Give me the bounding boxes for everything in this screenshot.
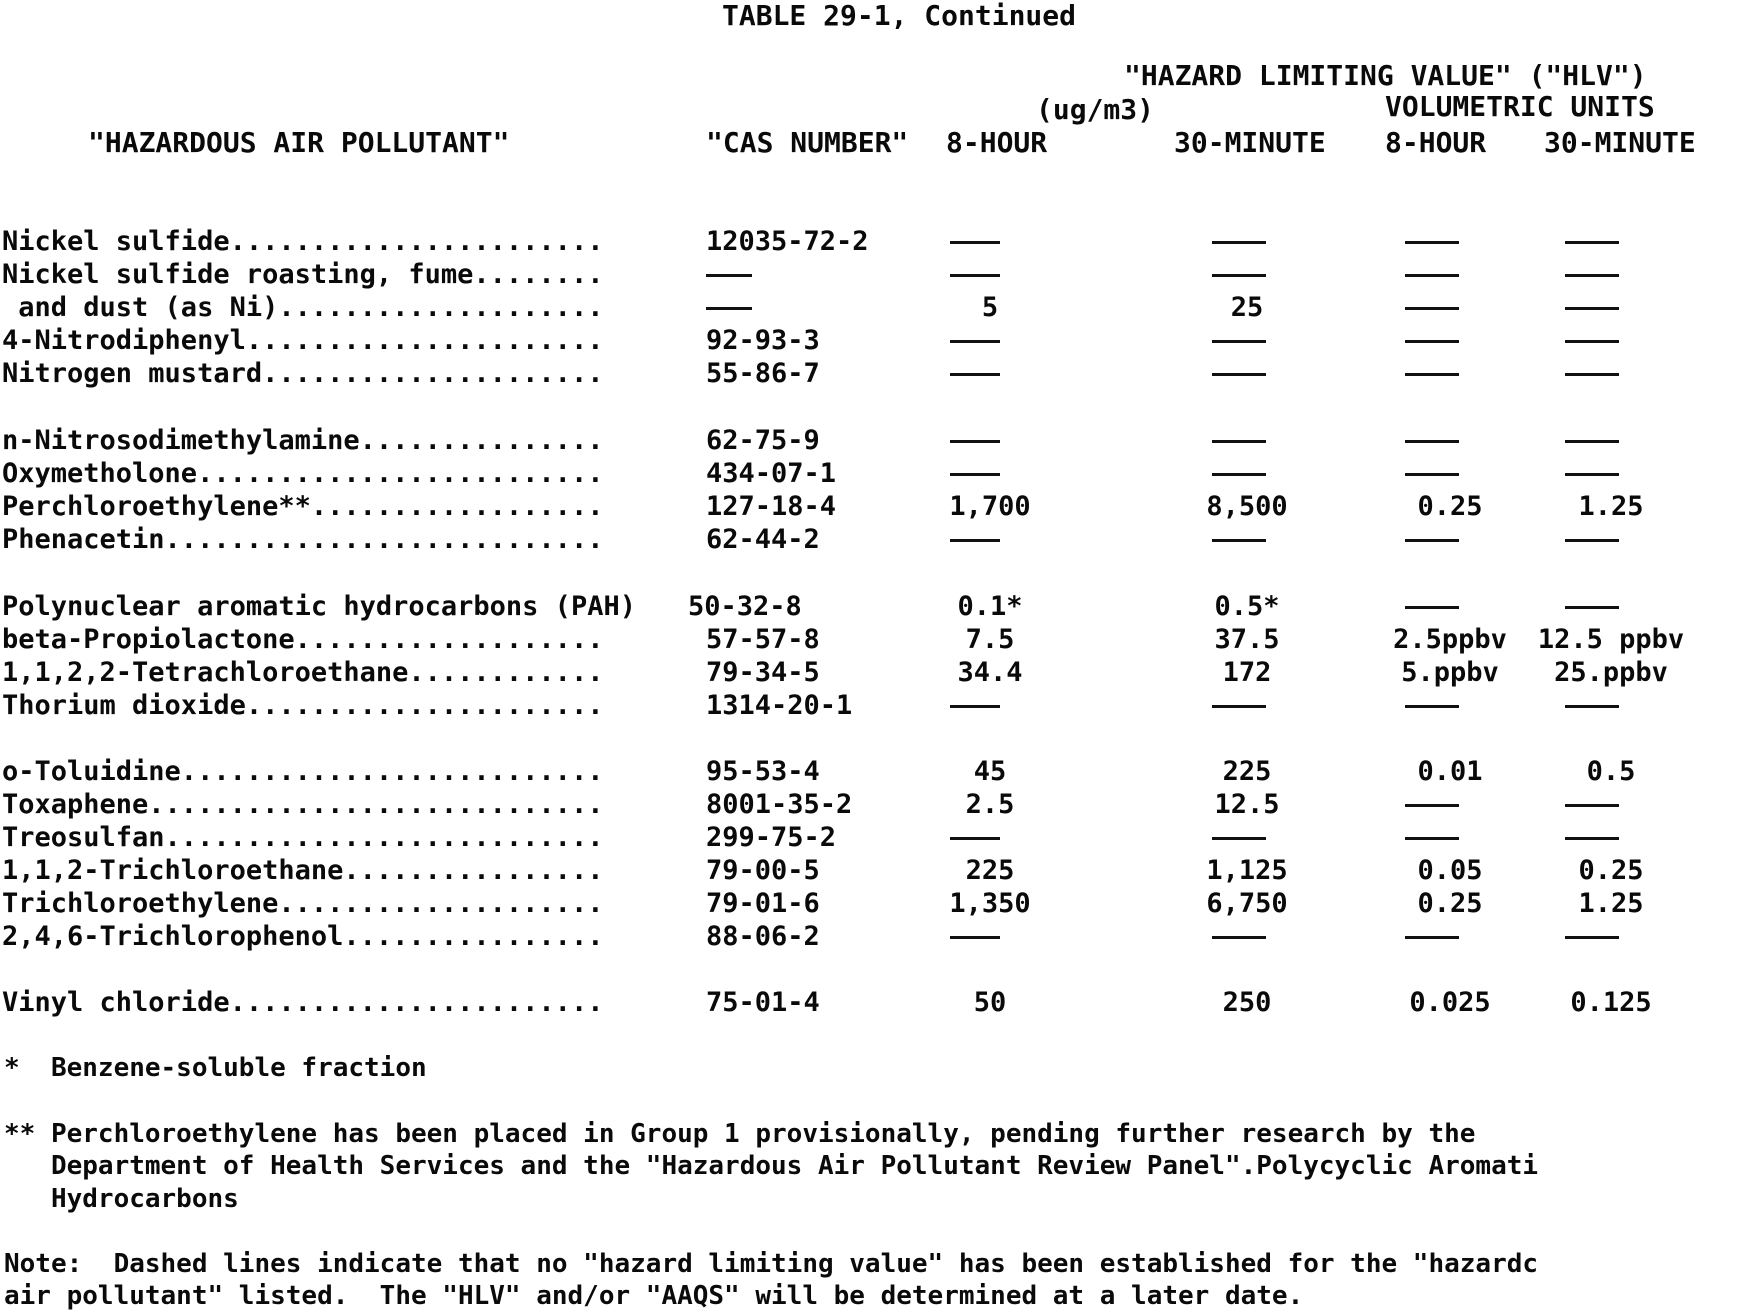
cas-number: 79-01-6 (706, 888, 820, 919)
no-value-dash (1405, 274, 1459, 277)
no-value-dash (1565, 606, 1619, 609)
no-value-dash (1212, 373, 1266, 376)
hlv-value-v30: 0.25 (1578, 855, 1644, 886)
pollutant-name: 4-Nitrodiphenyl...................... (2, 325, 604, 356)
hlv-value-ug8: 2.5 (965, 789, 1015, 820)
hlv-value-v30: 25.ppbv (1554, 657, 1668, 688)
no-value-dash (1565, 373, 1619, 376)
no-value-dash (950, 241, 1000, 244)
cas-number: 95-53-4 (706, 756, 820, 787)
hlv-value-v8: 0.05 (1417, 855, 1483, 886)
hlv-value-ug8: 7.5 (965, 624, 1015, 655)
no-value-dash (1212, 705, 1266, 708)
cas-number: 299-75-2 (706, 822, 837, 853)
pollutant-name: Phenacetin........................... (2, 524, 604, 555)
footnote-perchloro: ** Perchloroethylene has been placed in Group 1 provisionally, pending further research by the (4, 1119, 1476, 1149)
no-value-dash (1212, 241, 1266, 244)
hlv-value-ug30: 172 (1222, 657, 1272, 688)
no-value-dash (1565, 804, 1619, 807)
cas-number: 57-57-8 (706, 624, 820, 655)
hlv-value-v8: 0.025 (1409, 987, 1491, 1018)
cas-number: 92-93-3 (706, 325, 820, 356)
cas-number: 8001-35-2 (706, 789, 853, 820)
hlv-value-v30: 0.125 (1570, 987, 1652, 1018)
hlv-value-ug8: 1,700 (949, 491, 1031, 522)
no-value-dash (1212, 440, 1266, 443)
no-value-dash (1565, 936, 1619, 939)
no-value-dash (950, 340, 1000, 343)
hlv-value-ug30: 8,500 (1206, 491, 1288, 522)
hlv-value-v30: 1.25 (1578, 888, 1644, 919)
footnote-perchloro-line3: Hydrocarbons (4, 1184, 239, 1214)
hlv-value-ug8: 34.4 (957, 657, 1023, 688)
hlv-value-ug8: 225 (965, 855, 1015, 886)
no-value-dash (1405, 606, 1459, 609)
hlv-value-ug30: 12.5 (1214, 789, 1280, 820)
no-value-dash (950, 440, 1000, 443)
hlv-value-ug8: 0.1* (957, 591, 1023, 622)
no-value-dash (1212, 837, 1266, 840)
no-value-dash (1565, 539, 1619, 542)
hlv-value-v30: 1.25 (1578, 491, 1644, 522)
no-value-dash (706, 274, 752, 277)
hlv-value-ug30: 25 (1230, 292, 1264, 323)
pollutant-name: 2,4,6-Trichlorophenol................ (2, 921, 604, 952)
note-line1: Note: Dashed lines indicate that no "hazard limiting value" has been established for the "hazardc (4, 1249, 1539, 1279)
cas-number: 79-00-5 (706, 855, 820, 886)
no-value-dash (706, 307, 752, 310)
hlv-value-ug8: 1,350 (949, 888, 1031, 919)
vol-30minute-header: 30-MINUTE (1544, 126, 1696, 159)
no-value-dash (1405, 804, 1459, 807)
hlv-value-ug30: 37.5 (1214, 624, 1280, 655)
no-value-dash (1565, 340, 1619, 343)
pollutant-name: Toxaphene............................ (2, 789, 604, 820)
pollutant-name: 1,1,2,2-Tetrachloroethane............ (2, 657, 604, 688)
ug-units-header: (ug/m3) (1036, 93, 1155, 126)
no-value-dash (950, 539, 1000, 542)
cas-number: 434-07-1 (706, 458, 837, 489)
pollutant-name: o-Toluidine.......................... (2, 756, 604, 787)
pollutant-name: 1,1,2-Trichloroethane................ (2, 855, 604, 886)
no-value-dash (1565, 837, 1619, 840)
cas-number: 62-75-9 (706, 425, 820, 456)
footnote-benzene: * Benzene-soluble fraction (4, 1053, 427, 1083)
hlv-value-ug8: 5 (981, 292, 999, 323)
hlv-value-ug30: 250 (1222, 987, 1272, 1018)
cas-number: 50-32-8 (688, 591, 802, 622)
pollutant-name: Nitrogen mustard..................... (2, 358, 604, 389)
no-value-dash (1565, 307, 1619, 310)
no-value-dash (1565, 241, 1619, 244)
cas-number: 75-01-4 (706, 987, 820, 1018)
no-value-dash (950, 936, 1000, 939)
no-value-dash (1212, 340, 1266, 343)
cas-number: 1314-20-1 (706, 690, 853, 721)
cas-number: 55-86-7 (706, 358, 820, 389)
hlv-value-v8: 0.25 (1417, 888, 1483, 919)
cas-number: 62-44-2 (706, 524, 820, 555)
pollutant-name: beta-Propiolactone................... (2, 624, 604, 655)
no-value-dash (1565, 274, 1619, 277)
no-value-dash (1405, 473, 1459, 476)
no-value-dash (1212, 539, 1266, 542)
hlv-value-v8: 2.5ppbv (1393, 624, 1507, 655)
no-value-dash (1565, 473, 1619, 476)
pollutant-name: Polynuclear aromatic hydrocarbons (PAH) (2, 591, 636, 622)
hlv-value-v8: 5.ppbv (1401, 657, 1499, 688)
pollutant-name: Nickel sulfide roasting, fume........ (2, 259, 604, 290)
no-value-dash (950, 837, 1000, 840)
cas-number: 12035-72-2 (706, 226, 869, 257)
ug-8hour-header: 8-HOUR (946, 126, 1048, 159)
pollutant-name: Nickel sulfide....................... (2, 226, 604, 257)
hlv-value-v8: 0.01 (1417, 756, 1483, 787)
no-value-dash (1405, 837, 1459, 840)
vol-8hour-header: 8-HOUR (1385, 126, 1487, 159)
no-value-dash (1565, 705, 1619, 708)
pollutant-name: Vinyl chloride....................... (2, 987, 604, 1018)
no-value-dash (1212, 274, 1266, 277)
no-value-dash (1405, 373, 1459, 376)
hlv-value-ug8: 45 (973, 756, 1007, 787)
pollutant-name: Perchloroethylene**.................. (2, 491, 604, 522)
no-value-dash (1405, 440, 1459, 443)
cas-column-header: "CAS NUMBER" (706, 126, 909, 159)
pollutant-name: Oxymetholone......................... (2, 458, 604, 489)
hlv-value-v8: 0.25 (1417, 491, 1483, 522)
no-value-dash (950, 473, 1000, 476)
footnote-perchloro-line2: Department of Health Services and the "Hazardous Air Pollutant Review Panel".Polycyclic Aromati (4, 1151, 1539, 1181)
no-value-dash (950, 705, 1000, 708)
no-value-dash (1212, 473, 1266, 476)
volumetric-units-header: VOLUMETRIC UNITS (1385, 90, 1655, 123)
hlv-value-ug30: 1,125 (1206, 855, 1288, 886)
pollutant-name: Trichloroethylene.................... (2, 888, 604, 919)
no-value-dash (1405, 307, 1459, 310)
no-value-dash (1405, 705, 1459, 708)
no-value-dash (1565, 440, 1619, 443)
hlv-value-ug30: 225 (1222, 756, 1272, 787)
hlv-value-ug30: 6,750 (1206, 888, 1288, 919)
note-line2: air pollutant" listed. The "HLV" and/or "AAQS" will be determined at a later date. (4, 1281, 1304, 1311)
pollutant-column-header: "HAZARDOUS AIR POLLUTANT" (88, 126, 510, 159)
pollutant-name: Thorium dioxide...................... (2, 690, 604, 721)
pollutant-name: Treosulfan........................... (2, 822, 604, 853)
no-value-dash (1405, 241, 1459, 244)
hlv-value-ug30: 0.5* (1214, 591, 1280, 622)
cas-number: 127-18-4 (706, 491, 837, 522)
hlv-value-ug8: 50 (973, 987, 1007, 1018)
no-value-dash (950, 274, 1000, 277)
no-value-dash (1405, 539, 1459, 542)
ug-30minute-header: 30-MINUTE (1174, 126, 1326, 159)
table-title: TABLE 29-1, Continued (722, 0, 1077, 32)
no-value-dash (1405, 936, 1459, 939)
cas-number: 88-06-2 (706, 921, 820, 952)
cas-number: 79-34-5 (706, 657, 820, 688)
no-value-dash (1212, 936, 1266, 939)
hlv-value-v30: 0.5 (1586, 756, 1636, 787)
hlv-group-header: "HAZARD LIMITING VALUE" ("HLV") (1124, 59, 1647, 92)
no-value-dash (1405, 340, 1459, 343)
pollutant-name: n-Nitrosodimethylamine............... (2, 425, 604, 456)
hlv-value-v30: 12.5 ppbv (1537, 624, 1685, 655)
pollutant-name: and dust (as Ni).................... (2, 292, 604, 323)
no-value-dash (950, 373, 1000, 376)
